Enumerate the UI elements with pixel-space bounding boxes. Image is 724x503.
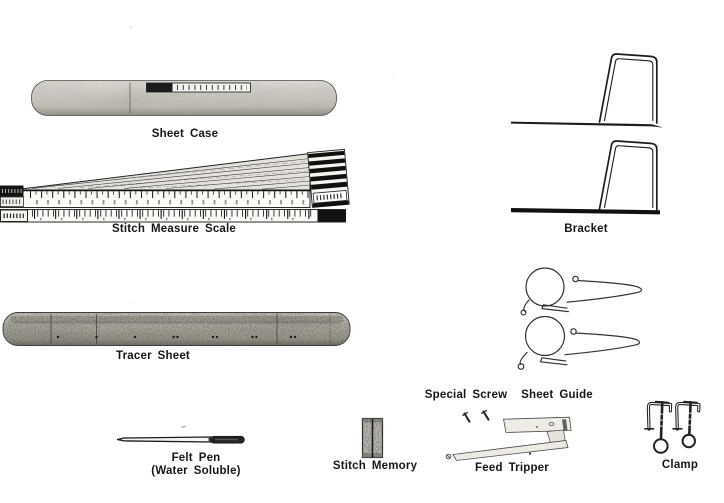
stitch-measure-scale-label: Stitch Measure Scale <box>111 223 237 235</box>
tracer-sheet-label: Tracer Sheet <box>116 350 190 362</box>
sheet-case-label-strip <box>147 83 251 92</box>
stitch-measure-scale-illustration <box>0 149 349 222</box>
sheet-guide-label: Sheet Guide <box>521 389 593 401</box>
stitch-memory-illustration <box>363 419 383 458</box>
sheet-case-label: Sheet Case <box>151 128 219 140</box>
sheet-guide-illustration <box>518 268 641 369</box>
bracket-label: Bracket <box>564 223 608 235</box>
feed-tripper-label: Feed Tripper <box>475 462 549 474</box>
special-screw-label: Special Screw <box>424 389 508 401</box>
felt-pen-label-line1: Felt Pen <box>171 452 221 464</box>
feed-tripper-illustration <box>446 417 571 460</box>
tracer-sheet-illustration <box>3 313 350 346</box>
special-screw-illustration <box>463 411 489 422</box>
felt-pen-illustration <box>118 427 245 444</box>
stitch-memory-label: Stitch Memory <box>332 460 418 472</box>
scale-end-cap <box>308 149 350 207</box>
clamp-illustration <box>645 402 699 453</box>
bracket-illustration <box>511 54 663 214</box>
clamp-label: Clamp <box>661 459 699 471</box>
felt-pen-label-line2: (Water Soluble) <box>151 465 241 477</box>
sheet-case-illustration <box>32 81 337 116</box>
felt-pen-label <box>151 452 240 478</box>
